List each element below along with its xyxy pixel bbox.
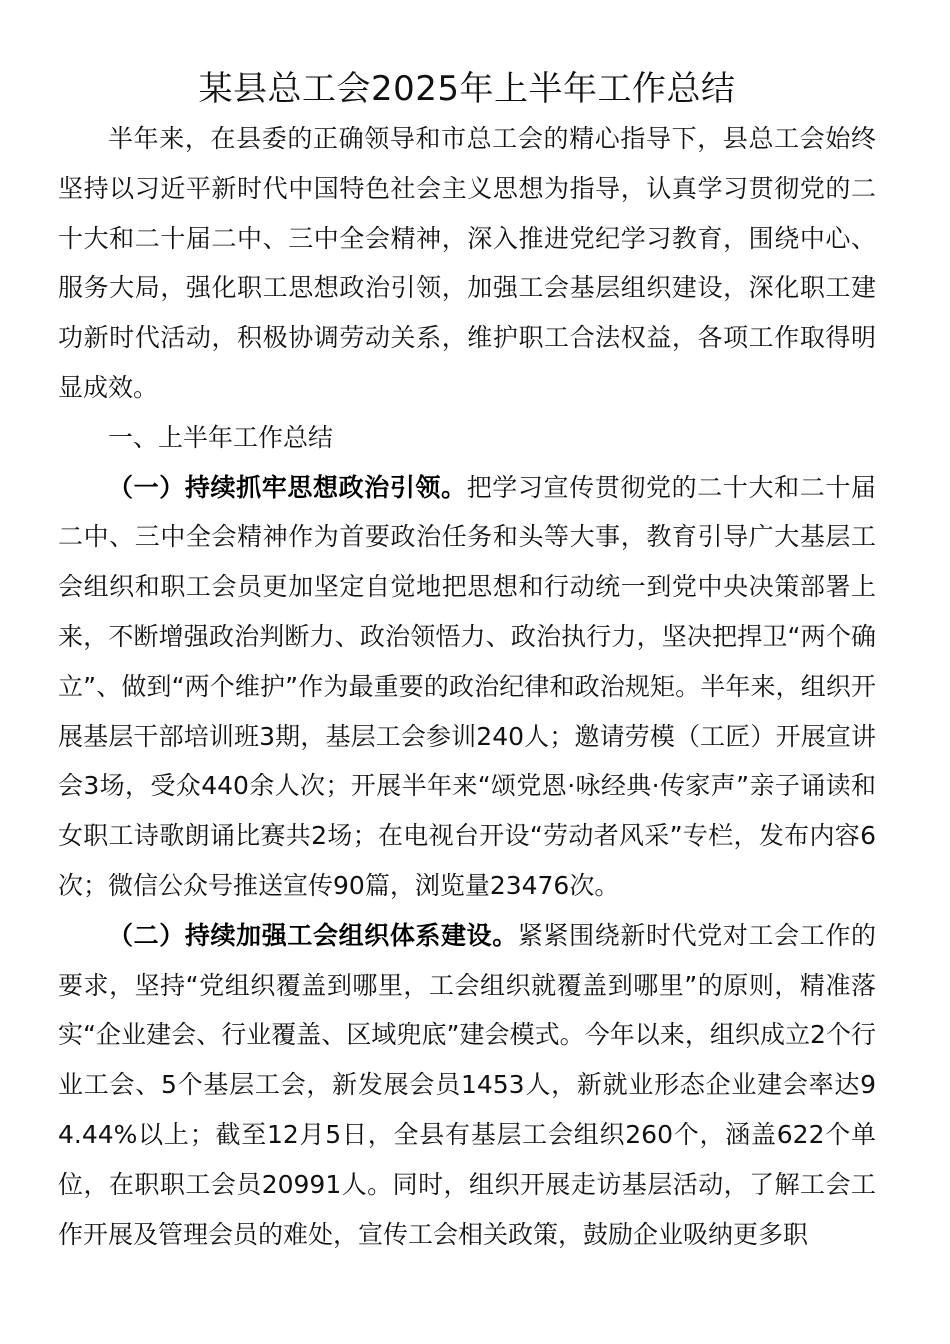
document-body xyxy=(58,64,876,1259)
section-2-body: 紧紧围绕新时代党对工会工作的要求，坚持“党组织覆盖到哪里，工会组织就覆盖到哪里”的原则，精准落实“企业建会、行业覆盖、区域兜底”建会模式。今年以来，组织成立2个行业工会、5个基层工会，新发展会员1453人，新就业形态企业建会率达94.44%以上；截至12月5日，全县有基层工会组织260个，涵盖622个单位，在职职工会员20991人。同时，组织开展走访基层活动，了解工会工作开展及管理会员的难处，宣传工会相关政策，鼓励企业吸纳更多职 xyxy=(58,920,876,1249)
section-1-paragraph xyxy=(58,463,876,911)
section-1-body: 把学习宣传贯彻党的二十大和二十届二中、三中全会精神作为首要政治任务和头等大事，教育引导广大基层工会组织和职工会员更加坚定自觉地把思想和行动统一到党中央决策部署上来，不断增强政治判断力、政治领悟力、政治执行力，坚决把捍卫“两个确立”、做到“两个维护”作为最重要的政治纪律和政治规矩。半年来，组织开展基层干部培训班3期，基层工会参训240人；邀请劳模（工匠）开展宣讲会3场，受众440余人次；开展半年来“颂党恩·咏经典·传家声”亲子诵读和女职工诗歌朗诵比赛共2场；在电视台开设“劳动者风采”专栏，发布内容6次；微信公众号推送宣传90篇，浏览量23476次。 xyxy=(58,472,876,900)
section-2-paragraph xyxy=(58,911,876,1260)
section-2-lead: （二）持续加强工会组织体系建设。 xyxy=(108,920,518,950)
document-title: 某县总工会2025年上半年工作总结 xyxy=(198,69,736,109)
section-1-lead: （一）持续抓牢思想政治引领。 xyxy=(108,472,467,502)
section-heading: 一、上半年工作总结 xyxy=(108,422,334,452)
intro-paragraph: 半年来，在县委的正确领导和市总工会的精心指导下，县总工会始终坚持以习近平新时代中国特色社会主义思想为指导，认真学习贯彻党的二十大和二十届二中、三中全会精神，深入推进党纪学习教育，围绕中心、服务大局，强化职工思想政治引领，加强工会基层组织建设，深化职工建功新时代活动，积极协调劳动关系，维护职工合法权益，各项工作取得明显成效。 xyxy=(58,124,876,402)
